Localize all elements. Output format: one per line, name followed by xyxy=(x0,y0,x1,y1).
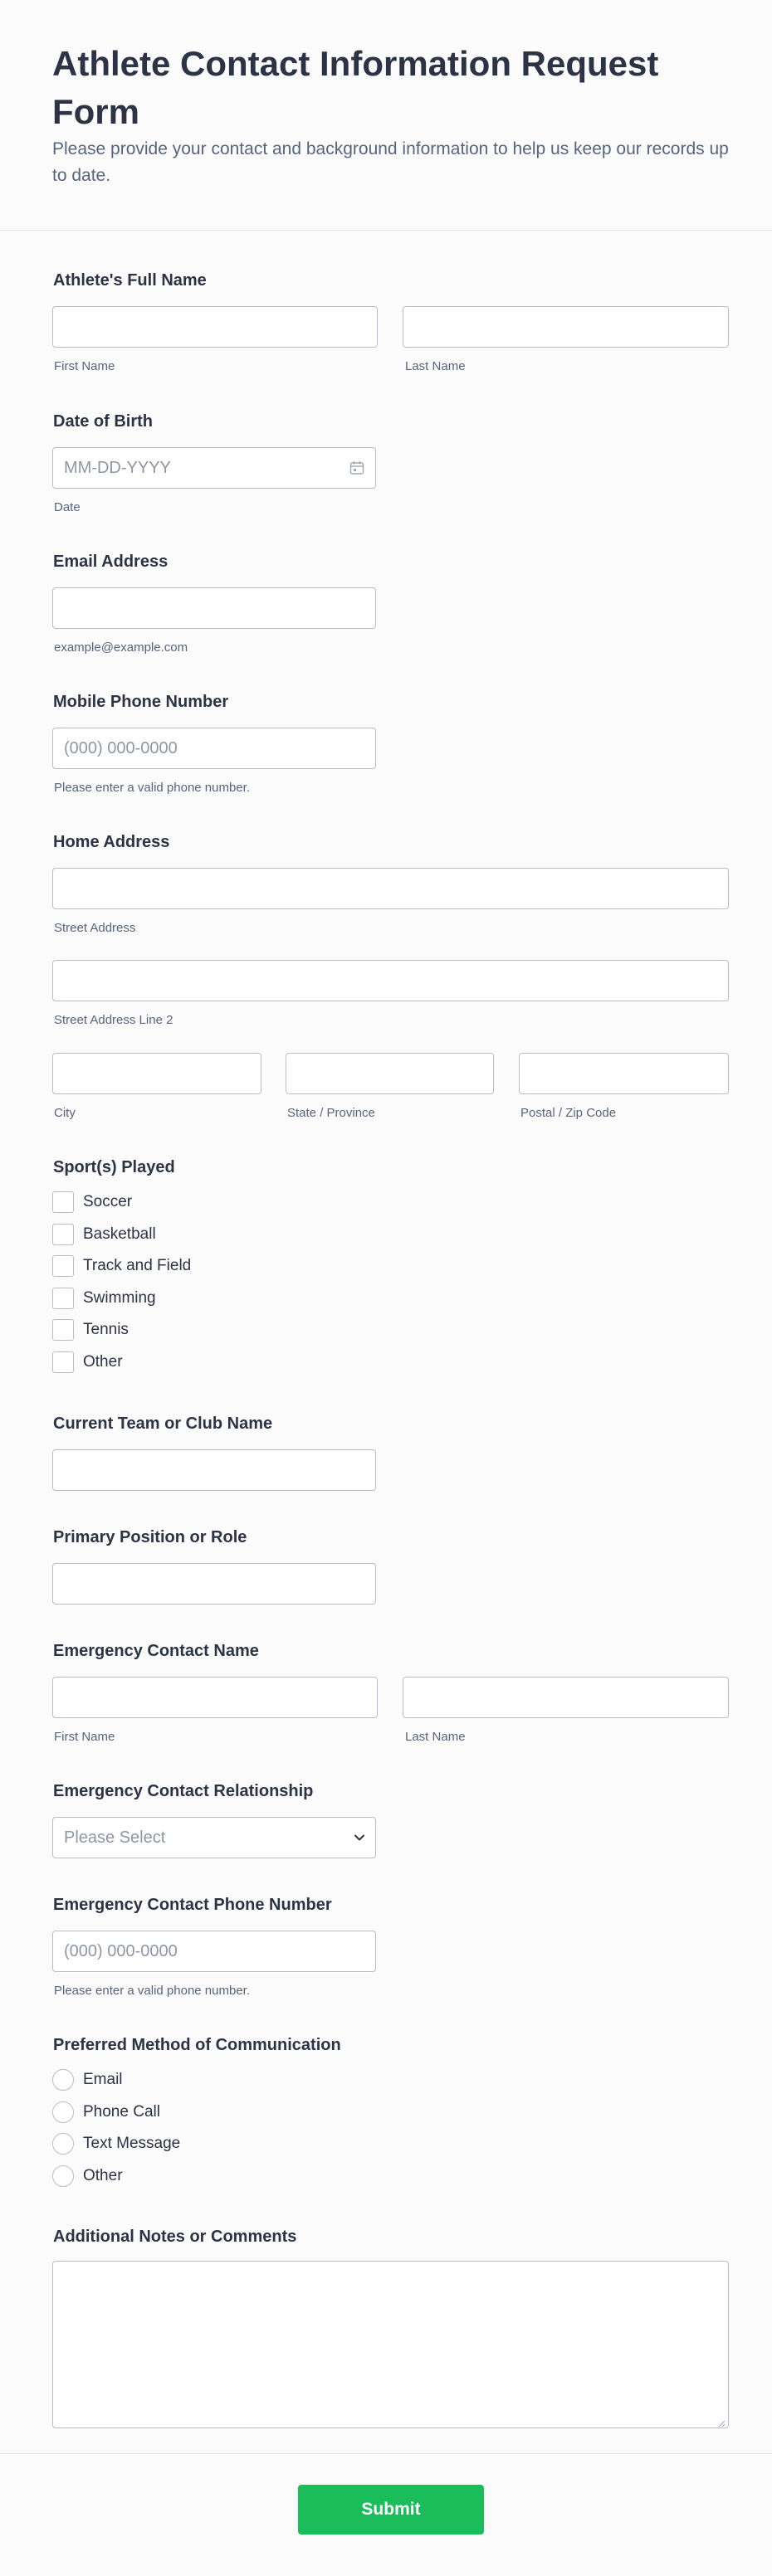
option-label: Tennis xyxy=(83,1321,129,1338)
option-label: Text Message xyxy=(83,2135,181,2152)
option-label: Email xyxy=(83,2071,123,2088)
home-address-label: Home Address xyxy=(53,833,170,851)
street-address-sublabel: Street Address xyxy=(54,921,136,935)
radio-button[interactable] xyxy=(52,2101,74,2123)
calendar-icon[interactable] xyxy=(349,460,364,480)
checkbox[interactable] xyxy=(52,1288,74,1309)
emergency-contact-name-label: Emergency Contact Name xyxy=(53,1642,259,1660)
last-name-sublabel: Last Name xyxy=(405,359,466,373)
radio-button[interactable] xyxy=(52,2069,74,2091)
form-title: Athlete Contact Information Request Form xyxy=(52,44,659,131)
dob-sublabel: Date xyxy=(54,500,81,514)
primary-position-input[interactable] xyxy=(52,1563,376,1605)
street-address-input[interactable] xyxy=(52,868,729,909)
primary-position-label: Primary Position or Role xyxy=(53,1528,247,1546)
state-province-input[interactable] xyxy=(286,1053,494,1094)
option-label: Phone Call xyxy=(83,2103,160,2121)
additional-notes-textarea[interactable] xyxy=(52,2261,729,2428)
form-header xyxy=(0,0,772,231)
first-name-sublabel: First Name xyxy=(54,359,115,373)
state-province-sublabel: State / Province xyxy=(287,1106,375,1120)
option-label: Track and Field xyxy=(83,1257,192,1274)
emergency-relationship-label: Emergency Contact Relationship xyxy=(53,1782,314,1800)
city-input[interactable] xyxy=(52,1053,261,1094)
emergency-first-name-input[interactable] xyxy=(52,1677,378,1718)
select-value: Please Select xyxy=(64,1829,166,1847)
emergency-relationship-select[interactable] xyxy=(52,1817,376,1858)
mobile-phone-sublabel: Please enter a valid phone number. xyxy=(54,781,250,795)
option-label: Soccer xyxy=(83,1193,133,1210)
mobile-phone-label: Mobile Phone Number xyxy=(53,693,229,711)
checkbox[interactable] xyxy=(52,1255,74,1277)
checkbox[interactable] xyxy=(52,1224,74,1245)
option-label: Other xyxy=(83,2167,123,2184)
city-sublabel: City xyxy=(54,1106,76,1120)
emergency-phone-input[interactable] xyxy=(52,1931,376,1972)
option-label: Swimming xyxy=(83,1289,156,1307)
checkbox[interactable] xyxy=(52,1351,74,1373)
submit-button[interactable]: Submit xyxy=(298,2485,484,2535)
current-team-input[interactable] xyxy=(52,1449,376,1491)
communication-method-label: Preferred Method of Communication xyxy=(53,2036,341,2054)
email-sublabel: example@example.com xyxy=(54,640,188,655)
email-label: Email Address xyxy=(53,553,169,571)
dob-label: Date of Birth xyxy=(53,412,153,431)
email-input[interactable] xyxy=(52,587,376,629)
radio-button[interactable] xyxy=(52,2133,74,2155)
dob-input[interactable] xyxy=(52,447,376,489)
postal-zip-sublabel: Postal / Zip Code xyxy=(520,1106,617,1120)
athlete-last-name-input[interactable] xyxy=(403,306,729,348)
athlete-first-name-input[interactable] xyxy=(52,306,378,348)
option-label: Other xyxy=(83,1353,123,1371)
form-subtitle: Please provide your contact and background information to help us keep our records up to date. xyxy=(52,139,729,185)
emergency-phone-sublabel: Please enter a valid phone number. xyxy=(54,1984,250,1998)
street-address-line2-sublabel: Street Address Line 2 xyxy=(54,1013,173,1027)
emergency-last-name-sublabel: Last Name xyxy=(405,1730,466,1744)
mobile-phone-input[interactable] xyxy=(52,728,376,769)
emergency-last-name-input[interactable] xyxy=(403,1677,729,1718)
footer-divider xyxy=(0,2453,772,2454)
full-name-label: Athlete's Full Name xyxy=(53,271,207,290)
radio-button[interactable] xyxy=(52,2165,74,2187)
option-label: Basketball xyxy=(83,1225,156,1243)
street-address-line2-input[interactable] xyxy=(52,960,729,1001)
chevron-down-icon xyxy=(354,1832,365,1848)
emergency-first-name-sublabel: First Name xyxy=(54,1730,115,1744)
postal-zip-input[interactable] xyxy=(519,1053,729,1094)
sports-played-label: Sport(s) Played xyxy=(53,1158,175,1176)
checkbox[interactable] xyxy=(52,1191,74,1213)
additional-notes-label: Additional Notes or Comments xyxy=(53,2228,297,2246)
dob-field xyxy=(52,447,376,489)
checkbox[interactable] xyxy=(52,1319,74,1341)
emergency-phone-label: Emergency Contact Phone Number xyxy=(53,1896,332,1914)
current-team-label: Current Team or Club Name xyxy=(53,1415,273,1433)
